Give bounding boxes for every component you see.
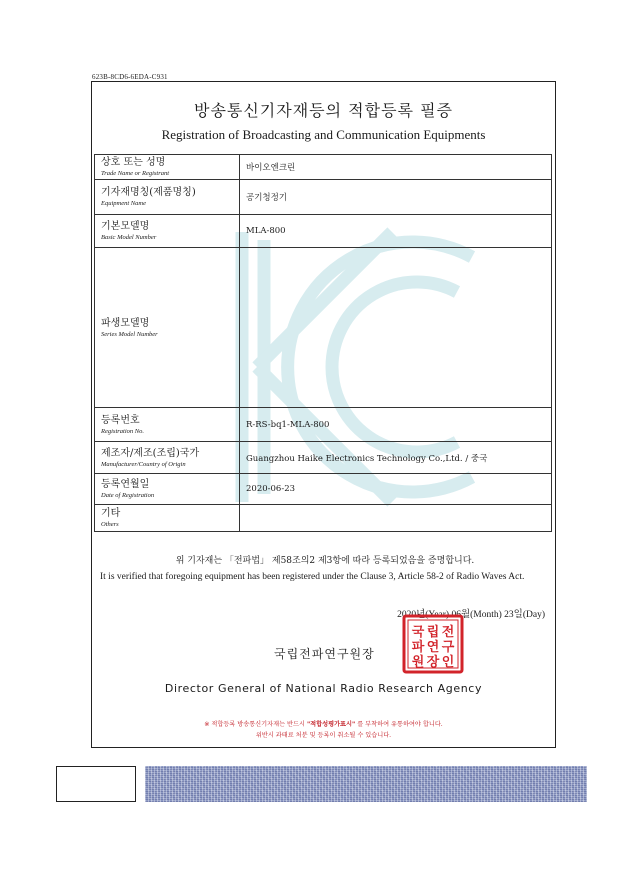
svg-text:원: 원: [411, 655, 425, 670]
notice-line-1: ※ 적합등록 방송통신기자재는 반드시 "적합성평가표시" 를 부착하여 유통하여야 합니다.: [204, 721, 443, 728]
registration-no-value: R-RS-bq1-MLA-800: [240, 408, 552, 442]
svg-text:국: 국: [411, 625, 425, 640]
row-label-ko: 등록연월일: [101, 479, 150, 490]
row-label-en: Registration No.: [101, 427, 144, 435]
registration-table: [94, 154, 552, 532]
certification-statement: [100, 554, 550, 585]
row-label-ko: 기타: [101, 508, 121, 519]
basic-model-value: MLA-800: [240, 215, 552, 248]
table-row: [95, 248, 552, 408]
row-label-en: Others: [101, 521, 119, 528]
document-id: 623B-8CD6-6EDA-C931: [92, 73, 168, 81]
row-label-en: Series Model Number: [101, 330, 158, 338]
compliance-notice: [92, 719, 555, 741]
statement-korean: 위 기자재는 「전파법」 제58조의2 제3항에 따라 등록되었음을 증명합니다.: [175, 556, 475, 566]
blank-box: [56, 766, 136, 802]
security-pattern-strip: [145, 766, 587, 802]
certificate-frame: [91, 81, 556, 748]
row-label-ko: 등록번호: [101, 414, 140, 426]
title-english: Registration of Broadcasting and Communication Equipments: [161, 127, 486, 142]
table-row: [95, 408, 552, 442]
manufacturer-value: Guangzhou Haike Electronics Technology Co.,Ltd. / 중국: [240, 442, 552, 474]
row-label-ko: 파생모델명: [101, 317, 150, 329]
svg-text:장: 장: [426, 655, 440, 670]
table-row: [95, 442, 552, 474]
official-seal-stamp: [402, 614, 464, 674]
issue-date: 2020년(Year) 06월(Month) 23일(Day): [397, 610, 545, 620]
notice-emphasis: "적합성평가표시": [306, 721, 356, 728]
equipment-name-value: 공기청정기: [240, 180, 552, 215]
table-row: [95, 215, 552, 248]
svg-text:파: 파: [411, 640, 425, 655]
trade-name-value: 바이오엔크린: [240, 155, 552, 180]
row-label-ko: 기자재명칭(제품명칭): [101, 187, 196, 198]
table-row: [95, 180, 552, 215]
others-value: [240, 505, 552, 532]
svg-text:연: 연: [426, 640, 440, 655]
row-label-en: Trade Name or Registrant: [101, 170, 170, 177]
row-label-en: Manufacturer/Country of Origin: [101, 460, 186, 468]
notice-line-2: 위반시 과태료 처분 및 등록이 취소될 수 있습니다.: [255, 732, 392, 739]
issuer-english: Director General of National Radio Research Agency: [164, 682, 483, 695]
svg-text:구: 구: [441, 640, 455, 655]
table-row: [95, 505, 552, 532]
row-label-en: Equipment Name: [101, 200, 146, 207]
row-label-ko: 상호 또는 성명: [101, 157, 166, 168]
issuer-korean: 국립전파연구원장: [274, 647, 375, 661]
svg-text:전: 전: [441, 625, 455, 640]
row-label-ko: 제조자/제조(조립)국가: [101, 447, 200, 459]
table-row: [95, 474, 552, 505]
registration-date-value: 2020-06-23: [240, 474, 552, 505]
row-label-ko: 기본모델명: [101, 221, 150, 232]
row-label-en: Date of Registration: [101, 492, 155, 499]
title-korean: 방송통신기자재등의 적합등록 필증: [193, 101, 453, 120]
svg-text:립: 립: [426, 625, 440, 640]
row-label-en: Basic Model Number: [101, 234, 157, 241]
statement-english: It is verified that foregoing equipment has been registered under the Clause 3, Article 58-2 of Radio Waves Act.: [100, 572, 525, 582]
svg-text:인: 인: [441, 655, 455, 670]
table-row: [95, 155, 552, 180]
series-model-value: [240, 248, 552, 408]
